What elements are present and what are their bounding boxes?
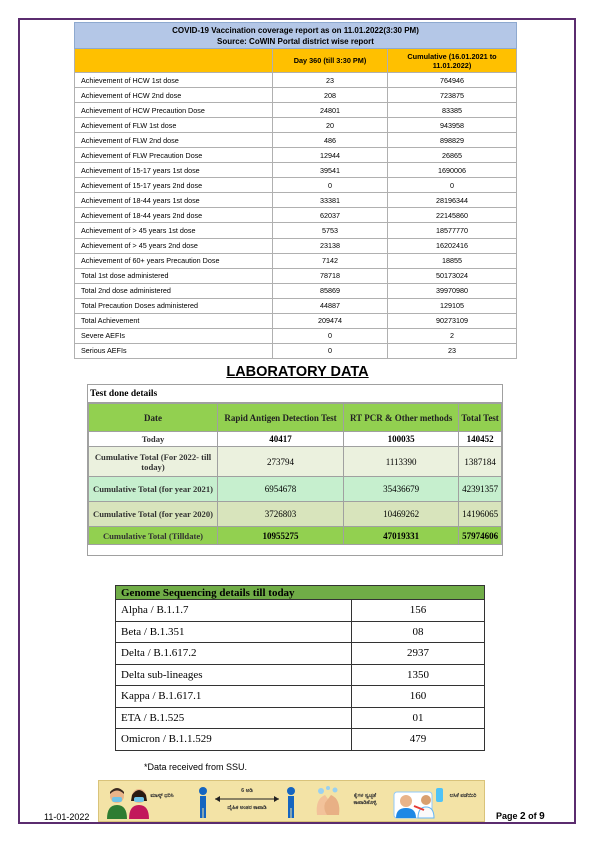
vaccination-cell-cumulative: 39970980 [388, 283, 517, 298]
genome-row [116, 643, 485, 665]
genome-row [116, 664, 485, 686]
genome-table [115, 585, 485, 751]
vaccination-row-label: Achievement of FLW 1st dose [75, 118, 273, 133]
genome-variant: Omicron / B.1.1.529 [116, 729, 352, 751]
vaccination-cell-cumulative: 0 [388, 178, 517, 193]
genome-count: 479 [352, 729, 485, 751]
vaccination-row-label: Achievement of FLW Precaution Dose [75, 148, 273, 163]
vaccination-header-row [75, 49, 517, 73]
genome-count: 2937 [352, 643, 485, 665]
vaccination-row-label: Total 2nd dose administered [75, 283, 273, 298]
laboratory-row-2021 [89, 477, 502, 502]
vaccination-row-label: Achievement of 18-44 years 1st dose [75, 193, 273, 208]
vaccination-row [75, 238, 517, 253]
laboratory-header-rat: Rapid Antigen Detection Test [218, 404, 344, 432]
laboratory-cell-total: 140452 [459, 432, 502, 447]
vaccination-title [75, 23, 517, 49]
vaccination-row [75, 103, 517, 118]
vaccination-row [75, 133, 517, 148]
vaccination-cell-cumulative: 129105 [388, 298, 517, 313]
vaccination-cell-cumulative: 26865 [388, 148, 517, 163]
laboratory-header-date: Date [89, 404, 218, 432]
vaccination-row-label: Total Precaution Doses administered [75, 298, 273, 313]
vaccination-cell-day: 44887 [273, 298, 388, 313]
vaccination-row [75, 193, 517, 208]
footnote: *Data received from SSU. [144, 762, 248, 772]
genome-header-row [116, 586, 485, 600]
banner-mask-text: ಮಾಸ್ಕ್ ಧರಿಸಿ [150, 793, 174, 799]
vaccination-cell-cumulative: 23 [388, 343, 517, 358]
mask-people-icon [103, 785, 173, 819]
vaccination-row-label: Achievement of 15-17 years 1st dose [75, 163, 273, 178]
laboratory-cell-rtpcr: 10469262 [344, 502, 459, 527]
vaccination-cell-cumulative: 1690006 [388, 163, 517, 178]
vaccination-cell-cumulative: 898829 [388, 133, 517, 148]
genome-row [116, 729, 485, 751]
genome-row [116, 686, 485, 708]
laboratory-row-label: Cumulative Total (for year 2020) [89, 502, 218, 527]
vaccination-row-label: Total Achievement [75, 313, 273, 328]
laboratory-cell-total: 14196065 [459, 502, 502, 527]
vaccination-cell-day: 209474 [273, 313, 388, 328]
vaccination-cell-cumulative: 16202416 [388, 238, 517, 253]
vaccination-cell-cumulative: 943958 [388, 118, 517, 133]
genome-variant: Alpha / B.1.1.7 [116, 600, 352, 622]
vaccination-cell-cumulative: 723875 [388, 88, 517, 103]
laboratory-cell-rat: 3726803 [218, 502, 344, 527]
page-total: 9 [539, 811, 545, 822]
laboratory-row-label: Cumulative Total (Tilldate) [89, 527, 218, 545]
vaccination-cell-cumulative: 2 [388, 328, 517, 343]
genome-count: 01 [352, 707, 485, 729]
vaccination-row-label: Achievement of HCW 1st dose [75, 73, 273, 88]
vaccination-row [75, 178, 517, 193]
footer-page-number [496, 811, 545, 822]
awareness-banner [98, 780, 485, 822]
vaccination-cell-cumulative: 50173024 [388, 268, 517, 283]
genome-title: Genome Sequencing details till today [116, 586, 485, 600]
vaccination-row-label: Achievement of FLW 2nd dose [75, 133, 273, 148]
vaccination-cell-cumulative: 28196344 [388, 193, 517, 208]
vaccination-row [75, 268, 517, 283]
vaccination-cell-day: 486 [273, 133, 388, 148]
vaccination-row [75, 298, 517, 313]
page-current: 2 [520, 811, 526, 822]
laboratory-row-label: Cumulative Total (For 2022- till today) [89, 447, 218, 477]
vaccination-header-day: Day 360 (till 3:30 PM) [273, 49, 388, 73]
genome-row [116, 621, 485, 643]
hand-wash-icon [311, 785, 345, 819]
laboratory-header-total: Total Test [459, 404, 502, 432]
vaccination-row-label: Severe AEFIs [75, 328, 273, 343]
laboratory-header-rtpcr: RT PCR & Other methods [344, 404, 459, 432]
vaccination-cell-day: 12944 [273, 148, 388, 163]
laboratory-row-label: Cumulative Total (for year 2021) [89, 477, 218, 502]
genome-count: 1350 [352, 664, 485, 686]
vaccination-header-cumulative: Cumulative (16.01.2021 to 11.01.2022) [388, 49, 517, 73]
vaccination-row [75, 88, 517, 103]
vaccination-title-line1: COVID-19 Vaccination coverage report as on 11.01.2022(3:30 PM) [172, 25, 419, 35]
vaccination-row-label: Achievement of 15-17 years 2nd dose [75, 178, 273, 193]
vaccination-header-empty [75, 49, 273, 73]
laboratory-row-tilldate [89, 527, 502, 545]
vaccination-row [75, 148, 517, 163]
vaccination-row-label: Serious AEFIs [75, 343, 273, 358]
vaccination-cell-cumulative: 90273109 [388, 313, 517, 328]
vaccination-row [75, 343, 517, 358]
genome-row [116, 707, 485, 729]
laboratory-header-row [89, 404, 502, 432]
vaccination-cell-day: 62037 [273, 208, 388, 223]
vaccination-row [75, 73, 517, 88]
banner-vaccine-text: ಲಸಿಕೆ ಪಡೆಯಿರಿ [449, 793, 477, 799]
vaccination-row-label: Achievement of 60+ years Precaution Dose [75, 253, 273, 268]
vaccination-cell-day: 0 [273, 328, 388, 343]
banner-distance-text: ದೈಹಿಕ ಅಂತರ ಕಾಪಾಡಿ [227, 805, 267, 811]
vaccination-cell-day: 24801 [273, 103, 388, 118]
vaccination-row-label: Achievement of 18-44 years 2nd dose [75, 208, 273, 223]
laboratory-cell-total: 57974606 [459, 527, 502, 545]
vaccination-title-row [75, 23, 517, 49]
vaccination-cell-day: 208 [273, 88, 388, 103]
vaccination-cell-day: 0 [273, 178, 388, 193]
genome-count: 160 [352, 686, 485, 708]
genome-variant: Kappa / B.1.617.1 [116, 686, 352, 708]
vaccination-cell-cumulative: 18855 [388, 253, 517, 268]
vaccination-row [75, 163, 517, 178]
laboratory-caption: Test done details [88, 385, 502, 403]
banner-handwash-text: ಕೈಗಳ ಸ್ವಚ್ಛತೆ ಕಾಪಾಡಿಕೊಳ್ಳಿ [353, 793, 377, 806]
laboratory-title: LABORATORY DATA [226, 364, 369, 380]
vaccination-title-line2: Source: CoWIN Portal district wise report [217, 36, 374, 46]
genome-count: 08 [352, 621, 485, 643]
page-prefix: Page [496, 811, 521, 821]
vaccination-row [75, 253, 517, 268]
vaccination-cell-day: 85869 [273, 283, 388, 298]
laboratory-row-label: Today [89, 432, 218, 447]
vaccination-row [75, 118, 517, 133]
laboratory-cell-rtpcr: 100035 [344, 432, 459, 447]
vaccination-cell-day: 33381 [273, 193, 388, 208]
genome-variant: ETA / B.1.525 [116, 707, 352, 729]
genome-variant: Delta sub-lineages [116, 664, 352, 686]
laboratory-cell-rat: 40417 [218, 432, 344, 447]
genome-row [116, 600, 485, 622]
vaccination-cell-day: 5753 [273, 223, 388, 238]
vaccination-cell-cumulative: 83385 [388, 103, 517, 118]
laboratory-row-2022 [89, 447, 502, 477]
genome-variant: Delta / B.1.617.2 [116, 643, 352, 665]
vaccination-row [75, 313, 517, 328]
banner-distance-top: 6 ಅಡಿ [241, 788, 253, 794]
vaccination-cell-cumulative: 22145860 [388, 208, 517, 223]
laboratory-row-today [89, 432, 502, 447]
vaccination-table [74, 22, 517, 359]
vaccination-cell-day: 23 [273, 73, 388, 88]
laboratory-cell-rat: 273794 [218, 447, 344, 477]
page-of: of [525, 811, 540, 821]
laboratory-table [88, 403, 502, 545]
footer-date: 11-01-2022 [44, 812, 90, 822]
vaccination-row [75, 208, 517, 223]
vaccination-cell-day: 20 [273, 118, 388, 133]
vaccination-row [75, 283, 517, 298]
laboratory-cell-rtpcr: 47019331 [344, 527, 459, 545]
vaccination-cell-day: 39541 [273, 163, 388, 178]
vaccination-row [75, 328, 517, 343]
vaccination-row-label: Achievement of HCW Precaution Dose [75, 103, 273, 118]
laboratory-cell-rat: 6954678 [218, 477, 344, 502]
vaccination-row-label: Achievement of HCW 2nd dose [75, 88, 273, 103]
vaccination-cell-day: 7142 [273, 253, 388, 268]
vaccination-cell-day: 78718 [273, 268, 388, 283]
vaccination-row [75, 223, 517, 238]
laboratory-cell-rtpcr: 1113390 [344, 447, 459, 477]
vaccination-row-label: Achievement of > 45 years 2nd dose [75, 238, 273, 253]
laboratory-cell-rat: 10955275 [218, 527, 344, 545]
vaccination-row-label: Total 1st dose administered [75, 268, 273, 283]
genome-count: 156 [352, 600, 485, 622]
vaccination-icon [392, 784, 446, 820]
laboratory-row-2020 [89, 502, 502, 527]
genome-variant: Beta / B.1.351 [116, 621, 352, 643]
laboratory-box [87, 384, 503, 556]
vaccination-row-label: Achievement of > 45 years 1st dose [75, 223, 273, 238]
vaccination-cell-day: 0 [273, 343, 388, 358]
vaccination-cell-day: 23138 [273, 238, 388, 253]
vaccination-cell-cumulative: 764946 [388, 73, 517, 88]
laboratory-cell-total: 42391357 [459, 477, 502, 502]
laboratory-cell-rtpcr: 35436679 [344, 477, 459, 502]
laboratory-cell-total: 1387184 [459, 447, 502, 477]
vaccination-cell-cumulative: 18577770 [388, 223, 517, 238]
